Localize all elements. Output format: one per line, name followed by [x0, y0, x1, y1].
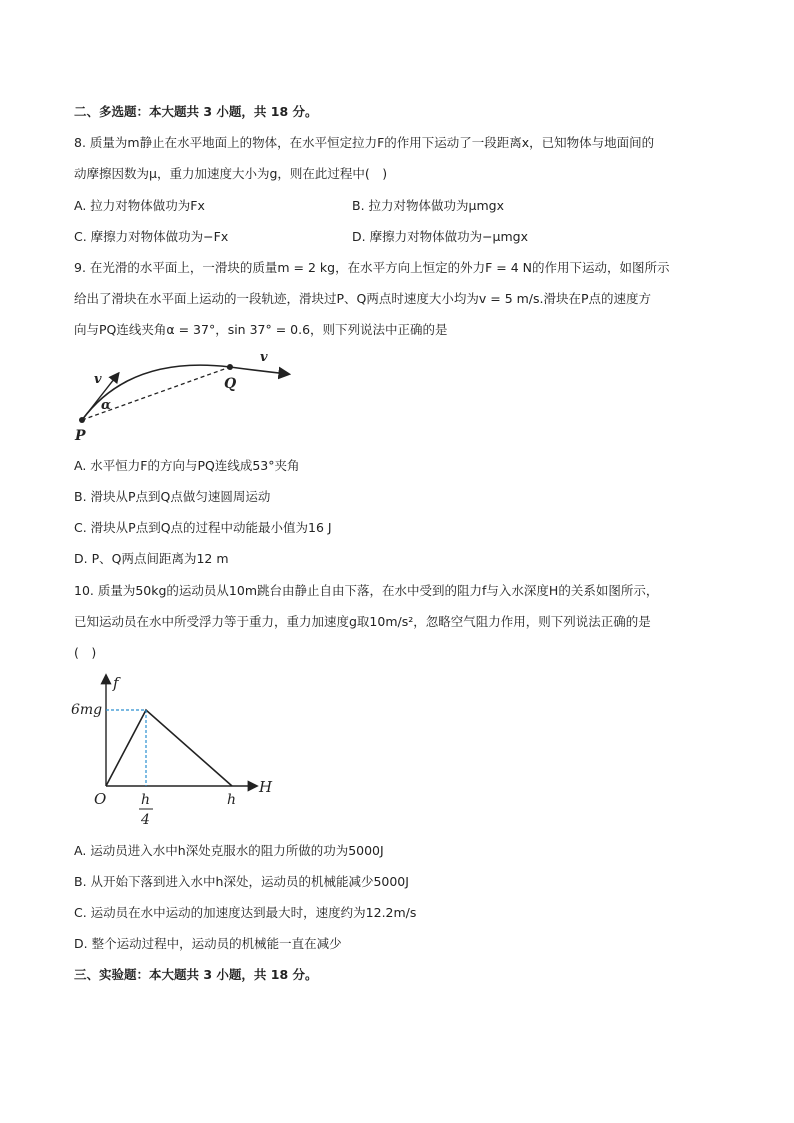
- q10-option-d: D. 整个运动过程中，运动员的机械能一直在减少: [74, 936, 342, 951]
- section3-header: 三、实验题：本大题共 3 小题，共 18 分。: [74, 967, 318, 982]
- q9-stem-line1: 9. 在光滑的水平面上，一滑块的质量m = 2 kg，在水平方向上恒定的外力F = 4 N的作用下运动，如图所示: [74, 260, 670, 275]
- q9-stem-line3: 向与PQ连线夹角α = 37°，sin 37° = 0.6，则下列说法中正确的是: [74, 322, 448, 337]
- q8-option-a: A. 拉力对物体做功为Fx: [74, 198, 205, 213]
- y-tick-6mg: 6mg: [71, 702, 103, 718]
- label-q: Q: [224, 376, 237, 392]
- q9-option-c: C. 滑块从P点到Q点的过程中动能最小值为16 J: [74, 520, 332, 535]
- q10-option-c: C. 运动员在水中运动的加速度达到最大时，速度约为12.2m/s: [74, 905, 417, 920]
- label-p: P: [75, 428, 86, 444]
- label-alpha: α: [101, 398, 112, 413]
- q10-force-depth-graph: [68, 668, 283, 833]
- label-v-at-p: v: [94, 372, 102, 387]
- x-tick-h-quarter-num: h: [141, 792, 151, 808]
- q8-stem-line1: 8. 质量为m静止在水平地面上的物体，在水平恒定拉力F的作用下运动了一段距离x，已知物体与地面间的: [74, 135, 655, 150]
- force-curve: [106, 710, 232, 786]
- q10-option-b: B. 从开始下落到进入水中h深处，运动员的机械能减少5000J: [74, 874, 409, 889]
- q10-stem-line3: ( ): [74, 645, 97, 660]
- q8-option-d: D. 摩擦力对物体做功为−μmgx: [352, 229, 529, 244]
- q9-option-d: D. P、Q两点间距离为12 m: [74, 551, 229, 566]
- q8-stem-line2: 动摩擦因数为μ，重力加速度大小为g，则在此过程中( ): [74, 166, 388, 181]
- x-tick-h-quarter-den: 4: [141, 812, 150, 828]
- label-v-at-q: v: [260, 350, 268, 365]
- q10-stem-line2: 已知运动员在水中所受浮力等于重力，重力加速度g取10m/s²，忽略空气阻力作用，则下列说法正确的是: [74, 614, 651, 629]
- q10-option-a: A. 运动员进入水中h深处克服水的阻力所做的功为5000J: [74, 843, 384, 858]
- q9-option-a: A. 水平恒力F的方向与PQ连线成53°夹角: [74, 458, 300, 473]
- q9-option-b: B. 滑块从P点到Q点做匀速圆周运动: [74, 489, 271, 504]
- q8-option-b: B. 拉力对物体做功为μmgx: [352, 198, 504, 213]
- y-axis-label: f: [113, 674, 119, 692]
- q9-stem-line2: 给出了滑块在水平面上运动的一段轨迹，滑块过P、Q两点时速度大小均为v = 5 m/s.滑块在P点的速度方: [74, 291, 652, 306]
- section2-header: 二、多选题：本大题共 3 小题，共 18 分。: [74, 104, 318, 119]
- point-q-dot: [227, 364, 233, 370]
- q10-stem-line1: 10. 质量为50kg的运动员从10m跳台由静止自由下落，在水中受到的阻力f与入水深度H的关系如图所示，: [74, 583, 659, 598]
- trajectory-curve: [82, 365, 288, 420]
- q9-trajectory-figure: [70, 350, 300, 445]
- x-tick-h: h: [227, 792, 237, 808]
- q8-option-c: C. 摩擦力对物体做功为−Fx: [74, 229, 229, 244]
- x-axis-label: H: [259, 778, 273, 796]
- origin-label: O: [94, 790, 107, 808]
- point-p-dot: [79, 417, 85, 423]
